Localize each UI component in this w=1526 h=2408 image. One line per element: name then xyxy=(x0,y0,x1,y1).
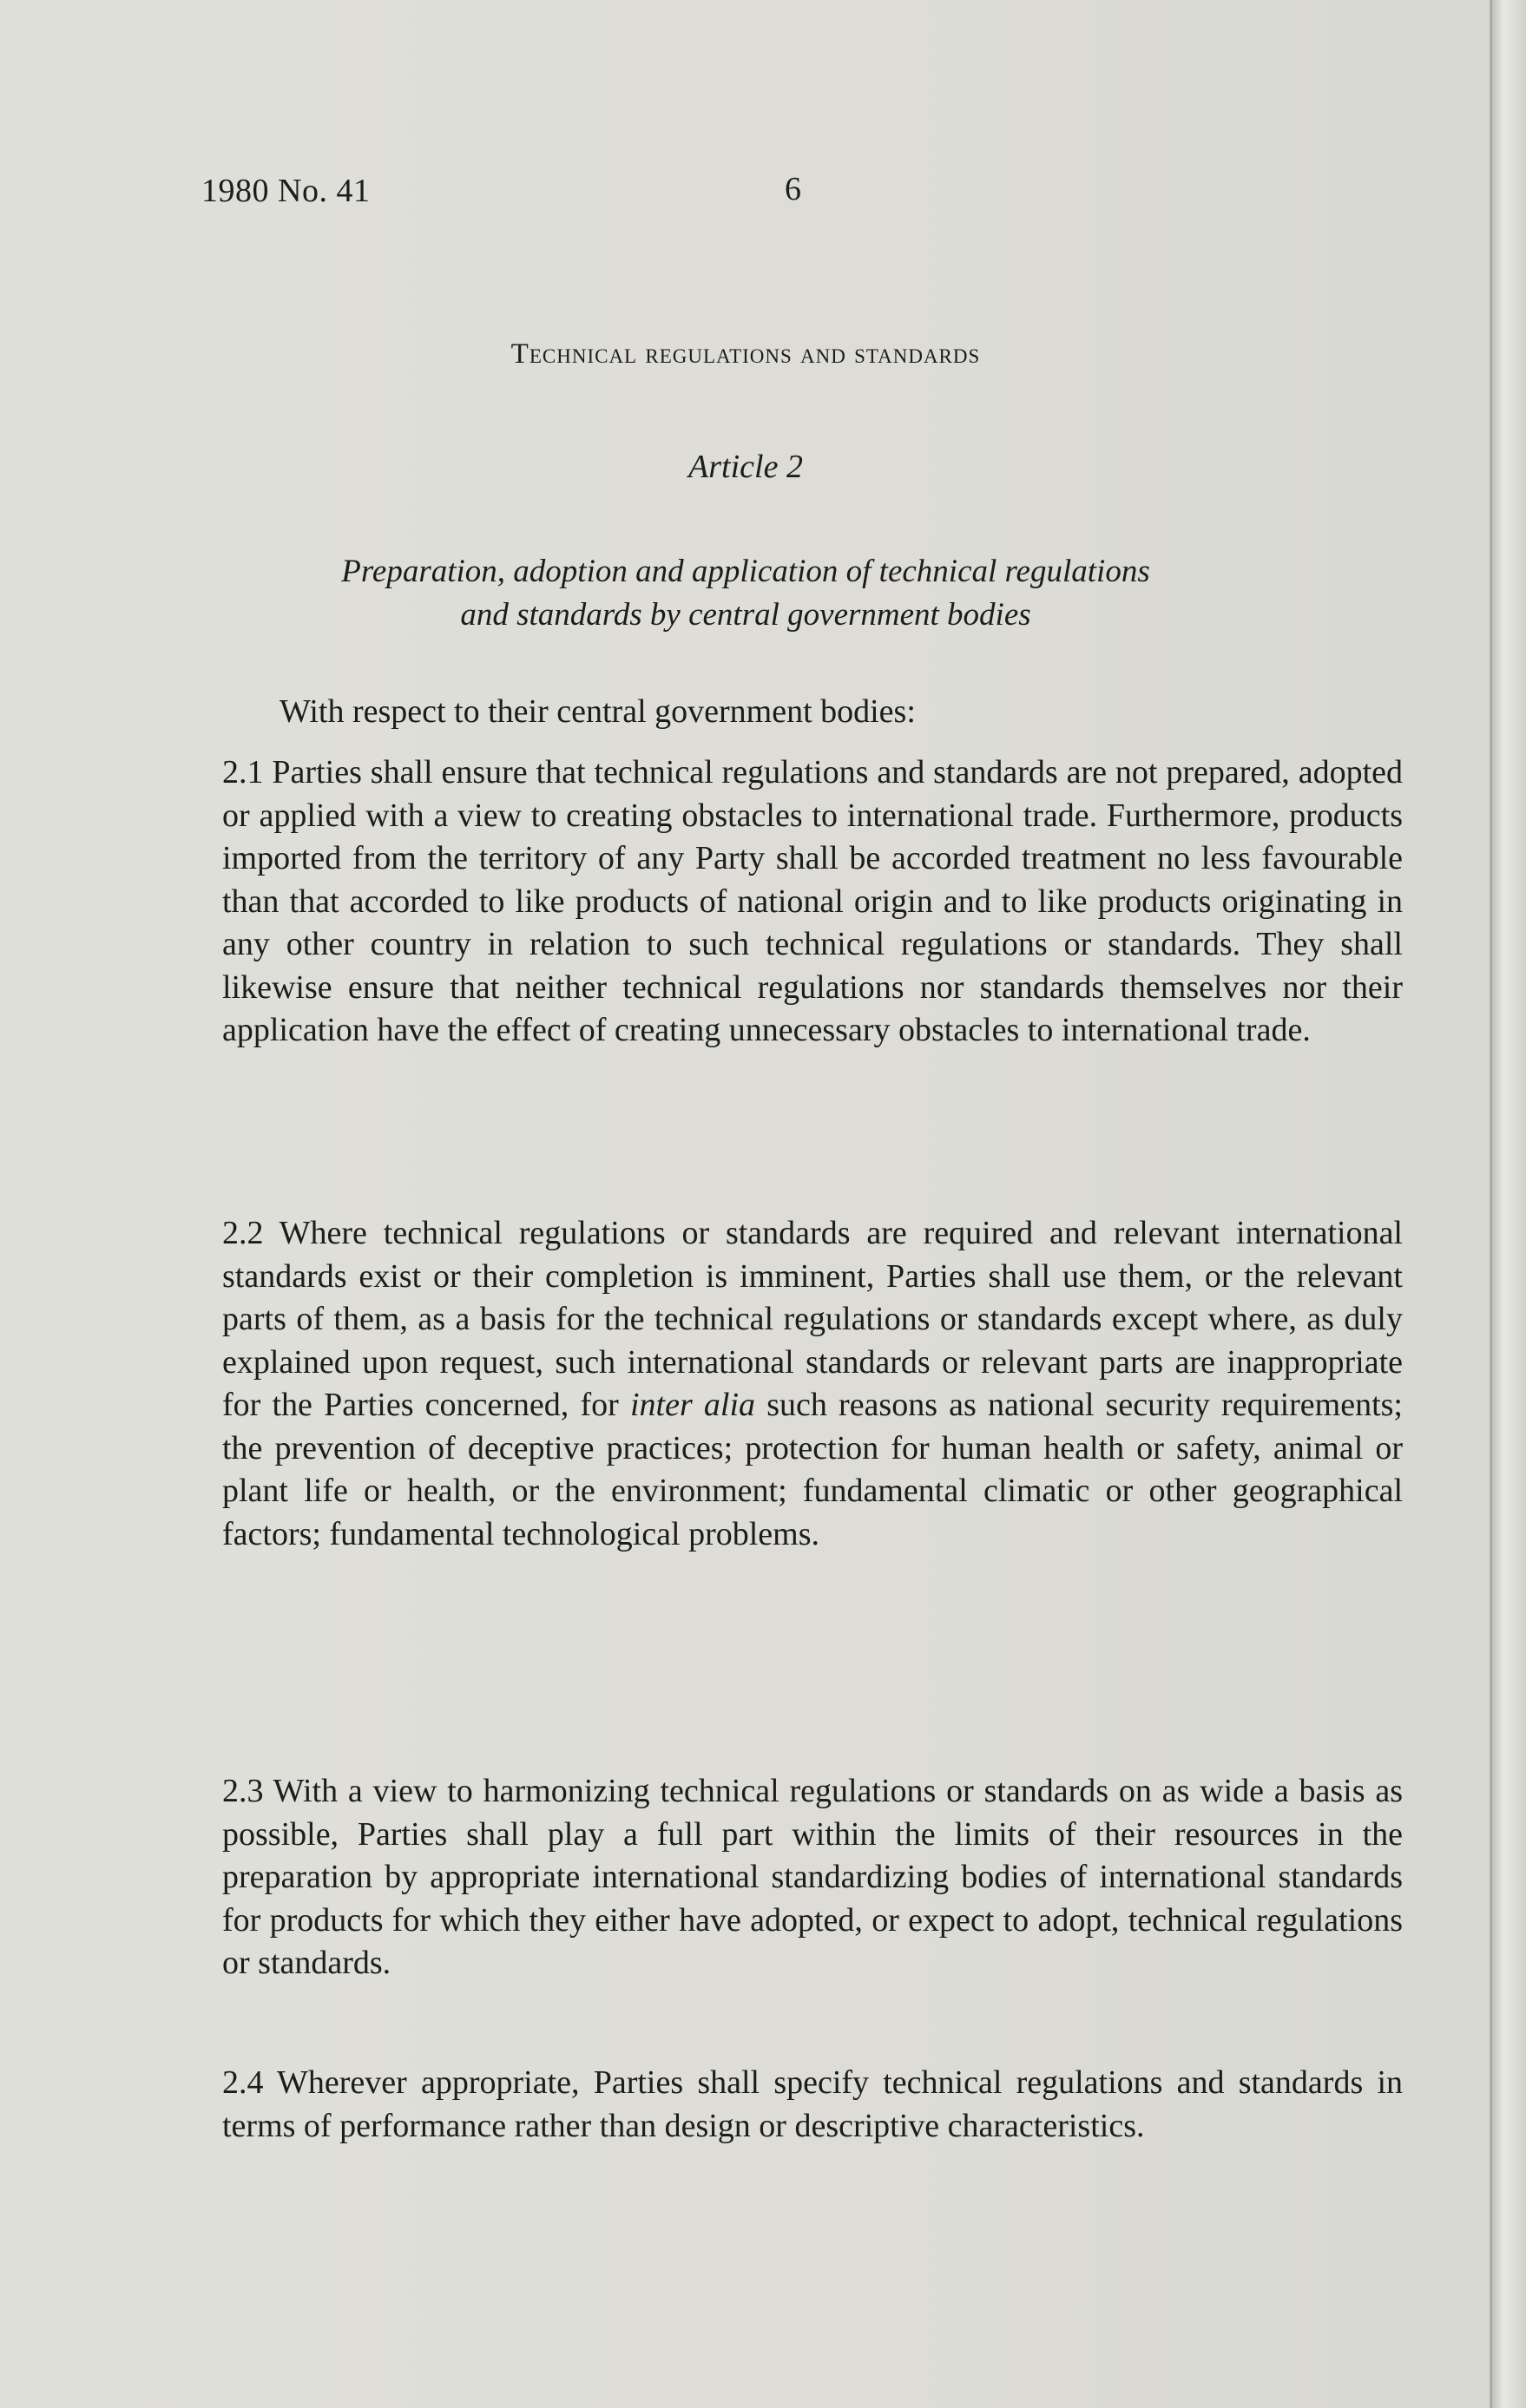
article-subtitle-line-2: and standards by central government bodies xyxy=(460,597,1031,633)
article-subtitle-line-1: Preparation, adoption and application of technical regulations xyxy=(341,554,1150,589)
paragraph-2-2-part-1: 2.2 Where technical regulations or standards are required and relevant international standards exist or their completion is imminent, Parties shall use them, or the relevant parts of them, as a basis for the technical regulations or standards except where, as duly explained upon request, such international standards or relevant parts are inappropriate for the Parties concerned, for xyxy=(222,1215,1403,1423)
page-number: 6 xyxy=(785,171,801,207)
section-title: Technical regulations and standards xyxy=(510,338,981,370)
paragraph-2-1: 2.1 Parties shall ensure that technical regulations and standards are not prepared, adopted or applied with a view to creating obstacles to international trade. Furthermore, products imported from the territory of any Party shall be accorded treatment no less favourable than that accorded to like products of national origin and to like products originating in any other country in relation to such technical regulations or standards. They shall likewise ensure that neither technical regulations nor standards themselves nor their application have the effect of creating unnecessary obstacles to international trade. xyxy=(222,754,1403,1048)
article-intro: With respect to their central government bodies: xyxy=(280,693,916,730)
book-binding-edge xyxy=(1491,0,1526,2408)
paragraph-2-3: 2.3 With a view to harmonizing technical regulations or standards on as wide a basis as possible, Parties shall play a full part within the limits of their resources in the preparation by appropriate international standardizing bodies of international standards for products for which they either have adopted, or expect to adopt, technical regulations or standards. xyxy=(222,1773,1403,1981)
page-edge-line xyxy=(1490,0,1492,2408)
paragraph-2-2-italic: inter alia xyxy=(629,1387,756,1423)
page-header-reference: 1980 No. 41 xyxy=(201,173,371,209)
paragraph-2-4: 2.4 Wherever appropriate, Parties shall specify technical regulations and standards in terms of performance rather than design or descriptive characteristics. xyxy=(222,2064,1403,2144)
paragraph-2-2 xyxy=(222,1212,1403,1556)
paragraph-2-2-part-2: such reasons as national security requirements; the prevention of deceptive practices; protection for human health or safety, animal or plant life or health, or the environment; fundamental climatic or other geographical factors; fundamental technological problems. xyxy=(222,1387,1403,1552)
article-subtitle xyxy=(0,550,1491,637)
article-heading: Article 2 xyxy=(688,449,803,485)
